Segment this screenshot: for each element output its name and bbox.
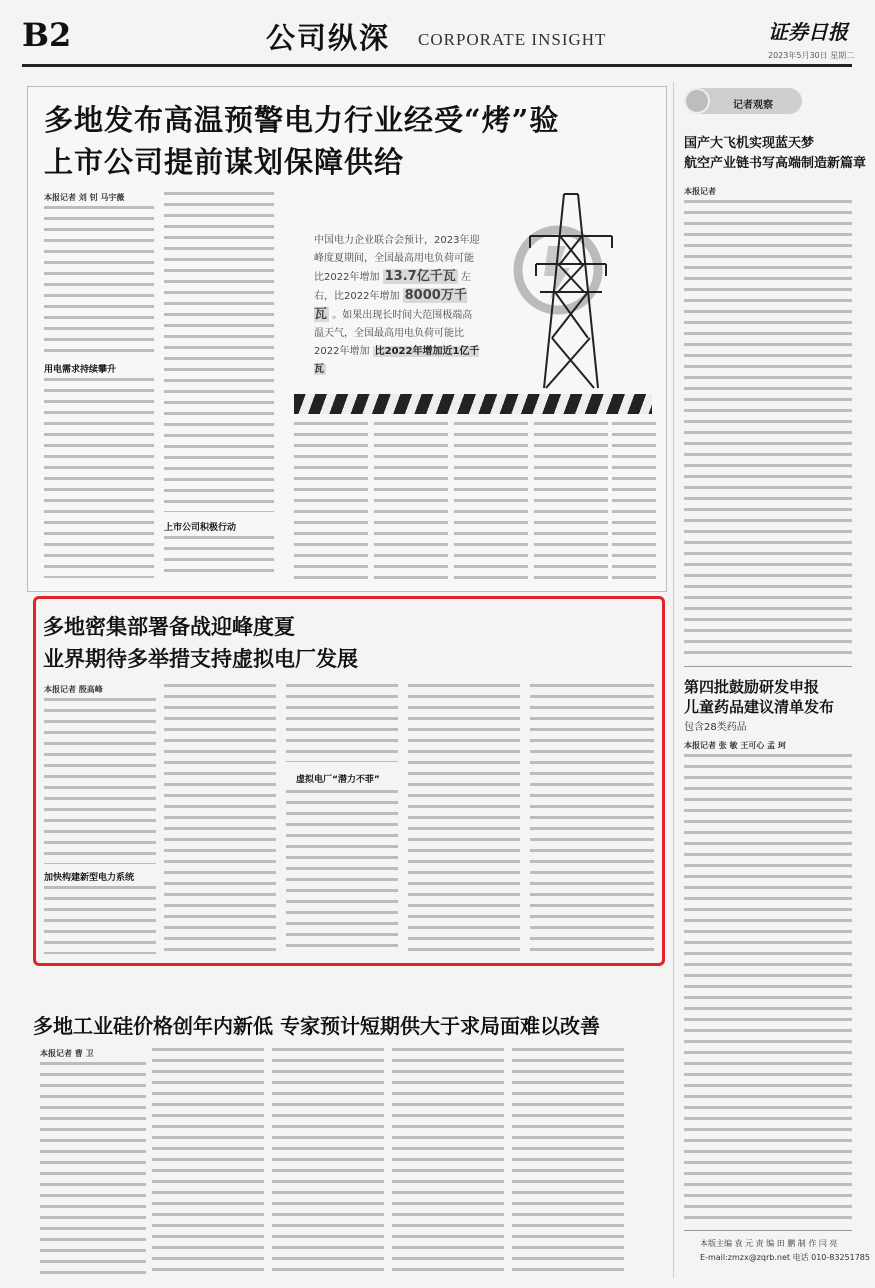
power-tower-icon xyxy=(500,188,650,396)
lead-text-column xyxy=(454,422,528,582)
header-rule xyxy=(22,64,852,67)
sidebar-story-1-title-line-1[interactable]: 国产大飞机实现蓝天梦 xyxy=(684,136,815,151)
highlight-byline: 本报记者 殷高峰 xyxy=(44,685,103,694)
highlight-text-column xyxy=(164,684,276,954)
lead-text-column xyxy=(164,192,274,512)
sidebar-story-2-subtitle: 包含28类药品 xyxy=(684,722,747,733)
bottom-text-column xyxy=(392,1048,504,1276)
section-title: 公司纵深 xyxy=(266,21,391,55)
bottom-text-column xyxy=(272,1048,384,1276)
infographic-value-extreme: 比2022年增加近1亿千瓦 xyxy=(314,346,480,375)
bottom-headline[interactable]: 多地工业硅价格创年内新低 专家预计短期供大于求局面难以改善 xyxy=(33,1014,600,1038)
issue-date: 2023年5月30日 星期二 xyxy=(768,51,855,60)
highlight-text-column xyxy=(286,684,398,762)
lead-byline: 本报记者 刘 钊 马宇薇 xyxy=(44,193,125,202)
infographic-text xyxy=(314,232,480,379)
infographic-value-increase: 8000万千瓦 xyxy=(314,288,467,322)
sidebar-text-column xyxy=(684,754,852,1220)
sidebar-text-column xyxy=(684,200,852,656)
highlight-text-column xyxy=(530,684,654,954)
newspaper-logo: 证券日报 xyxy=(768,20,848,44)
lead-subhead-demand: 用电需求持续攀升 xyxy=(44,365,117,375)
hazard-stripe-bar xyxy=(294,394,652,414)
infographic-value-peak: 13.7亿千瓦 xyxy=(384,269,456,284)
sidebar-story-2-title-line-2[interactable]: 儿童药品建议清单发布 xyxy=(684,698,835,716)
infographic-intro: 中国电力企业联合会预计，2023年迎峰度夏期间，全国最高用电负荷可能比2022年增加 xyxy=(314,235,480,283)
sidebar-story-1-title-line-2[interactable]: 航空产业链书写高端制造新篇章 xyxy=(684,156,867,171)
lead-text-column xyxy=(374,422,448,582)
lead-text-column xyxy=(612,422,656,582)
highlight-text-column xyxy=(44,698,156,864)
highlight-text-column xyxy=(44,886,156,954)
column-divider xyxy=(673,82,674,1278)
lead-text-column xyxy=(164,536,274,580)
lead-text-column xyxy=(44,378,154,578)
lead-text-column xyxy=(534,422,608,582)
bottom-text-column xyxy=(40,1062,146,1276)
highlight-headline-line-2[interactable]: 业界期待多举措支持虚拟电厂发展 xyxy=(43,646,358,671)
bottom-text-column xyxy=(512,1048,624,1276)
infographic-mid: 左右，比2022年增加 xyxy=(314,272,471,302)
infographic-tail: 。如果出现长时间大范围极端高温天气，全国最高用电负荷可能比2022年增加 xyxy=(314,310,473,357)
lead-text-column xyxy=(294,422,368,582)
highlight-headline-line-1[interactable]: 多地密集部署备战迎峰度夏 xyxy=(43,614,295,639)
sidebar-story-2-byline: 本报记者 张 敏 王可心 孟 珂 xyxy=(684,741,786,750)
lead-text-column xyxy=(44,206,154,354)
highlight-subhead-system: 加快构建新型电力系统 xyxy=(44,873,135,883)
page-number: B2 xyxy=(22,16,72,54)
section-title-english: CORPORATE INSIGHT xyxy=(418,30,607,49)
bottom-byline: 本报记者 曹 卫 xyxy=(40,1049,94,1058)
lead-headline-line-2[interactable]: 上市公司提前谋划保障供给 xyxy=(44,145,405,179)
highlight-text-column xyxy=(286,790,398,954)
sidebar-badge-icon xyxy=(684,88,710,114)
highlight-subhead-potential: 虚拟电厂“潜力不菲” xyxy=(296,775,380,785)
lead-subhead-companies: 上市公司积极行动 xyxy=(164,523,237,533)
bottom-text-column xyxy=(152,1048,264,1276)
lead-headline-line-1[interactable]: 多地发布高温预警电力行业经受“烤”验 xyxy=(44,103,560,137)
sidebar-story-1-byline: 本报记者 xyxy=(684,187,716,196)
highlight-text-column xyxy=(408,684,520,954)
contact-info: E-mail:zmzx@zqrb.net 电话 010-83251785 xyxy=(700,1253,870,1262)
sidebar-story-2-title-line-1[interactable]: 第四批鼓励研发申报 xyxy=(684,678,820,696)
editor-credits: 本版主编 袁 元 责 编 田 鹏 制 作 闫 亮 xyxy=(700,1239,838,1248)
footer-divider xyxy=(684,1230,852,1231)
sidebar-divider xyxy=(684,666,852,667)
sidebar-badge-label: 记者观察 xyxy=(733,100,773,111)
